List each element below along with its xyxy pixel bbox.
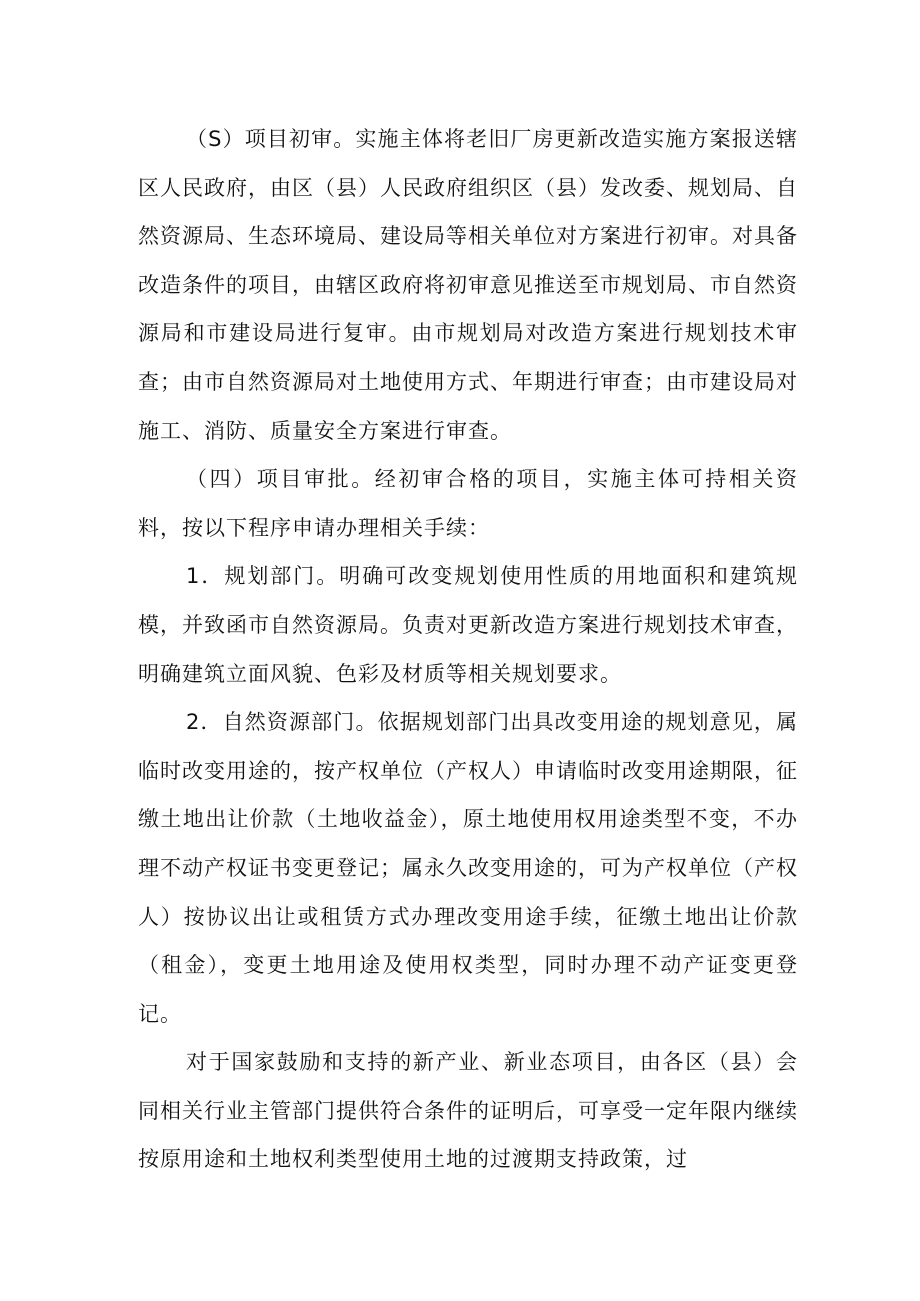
paragraph-natural-resources-department: 2．自然资源部门。依据规划部门出具改变用途的规划意见，属临时改变用途的，按产权单位（产权人）申请临时改变用途期限，征缴土地出让价款（土地收益金），原土地使用权用途类型不变，不办理不动产权证书变更登记；属永久改变用途的，可为产权单位（产权人）按协议出让或租赁方式办理改变用途手续，征缴土地出让价款（租金），变更土地用途及使用权类型，同时办理不动产证变更登记。 (138, 710, 798, 1026)
paragraph-planning-department: 1．规划部门。明确可改变规划使用性质的用地面积和建筑规模，并致函市自然资源局。负责对更新改造方案进行规划技术审查，明确建筑立面风貌、色彩及材质等相关规划要求。 (138, 564, 798, 686)
paragraph-new-industry-policy: 对于国家鼓励和支持的新产业、新业态项目，由各区（县）会同相关行业主管部门提供符合条件的证明后，可享受一定年限内继续按原用途和土地权利类型使用土地的过渡期支持政策，过 (138, 1050, 798, 1172)
paragraph-project-approval: （四）项目审批。经初审合格的项目，实施主体可持相关资料，按以下程序申请办理相关手续： (138, 467, 798, 540)
paragraph-project-preliminary-review: （S）项目初审。实施主体将老旧厂房更新改造实施方案报送辖区人民政府，由区（县）人民政府组织区（县）发改委、规划局、自然资源局、生态环境局、建设局等相关单位对方案进行初审。对具备改造条件的项目，由辖区政府将初审意见推送至市规划局、市自然资源局和市建设局进行复审。由市规划局对改造方案进行规划技术审查；由市自然资源局对土地使用方式、年期进行审查；由市建设局对施工、消防、质量安全方案进行审查。 (138, 127, 798, 443)
document-body (138, 115, 798, 1184)
